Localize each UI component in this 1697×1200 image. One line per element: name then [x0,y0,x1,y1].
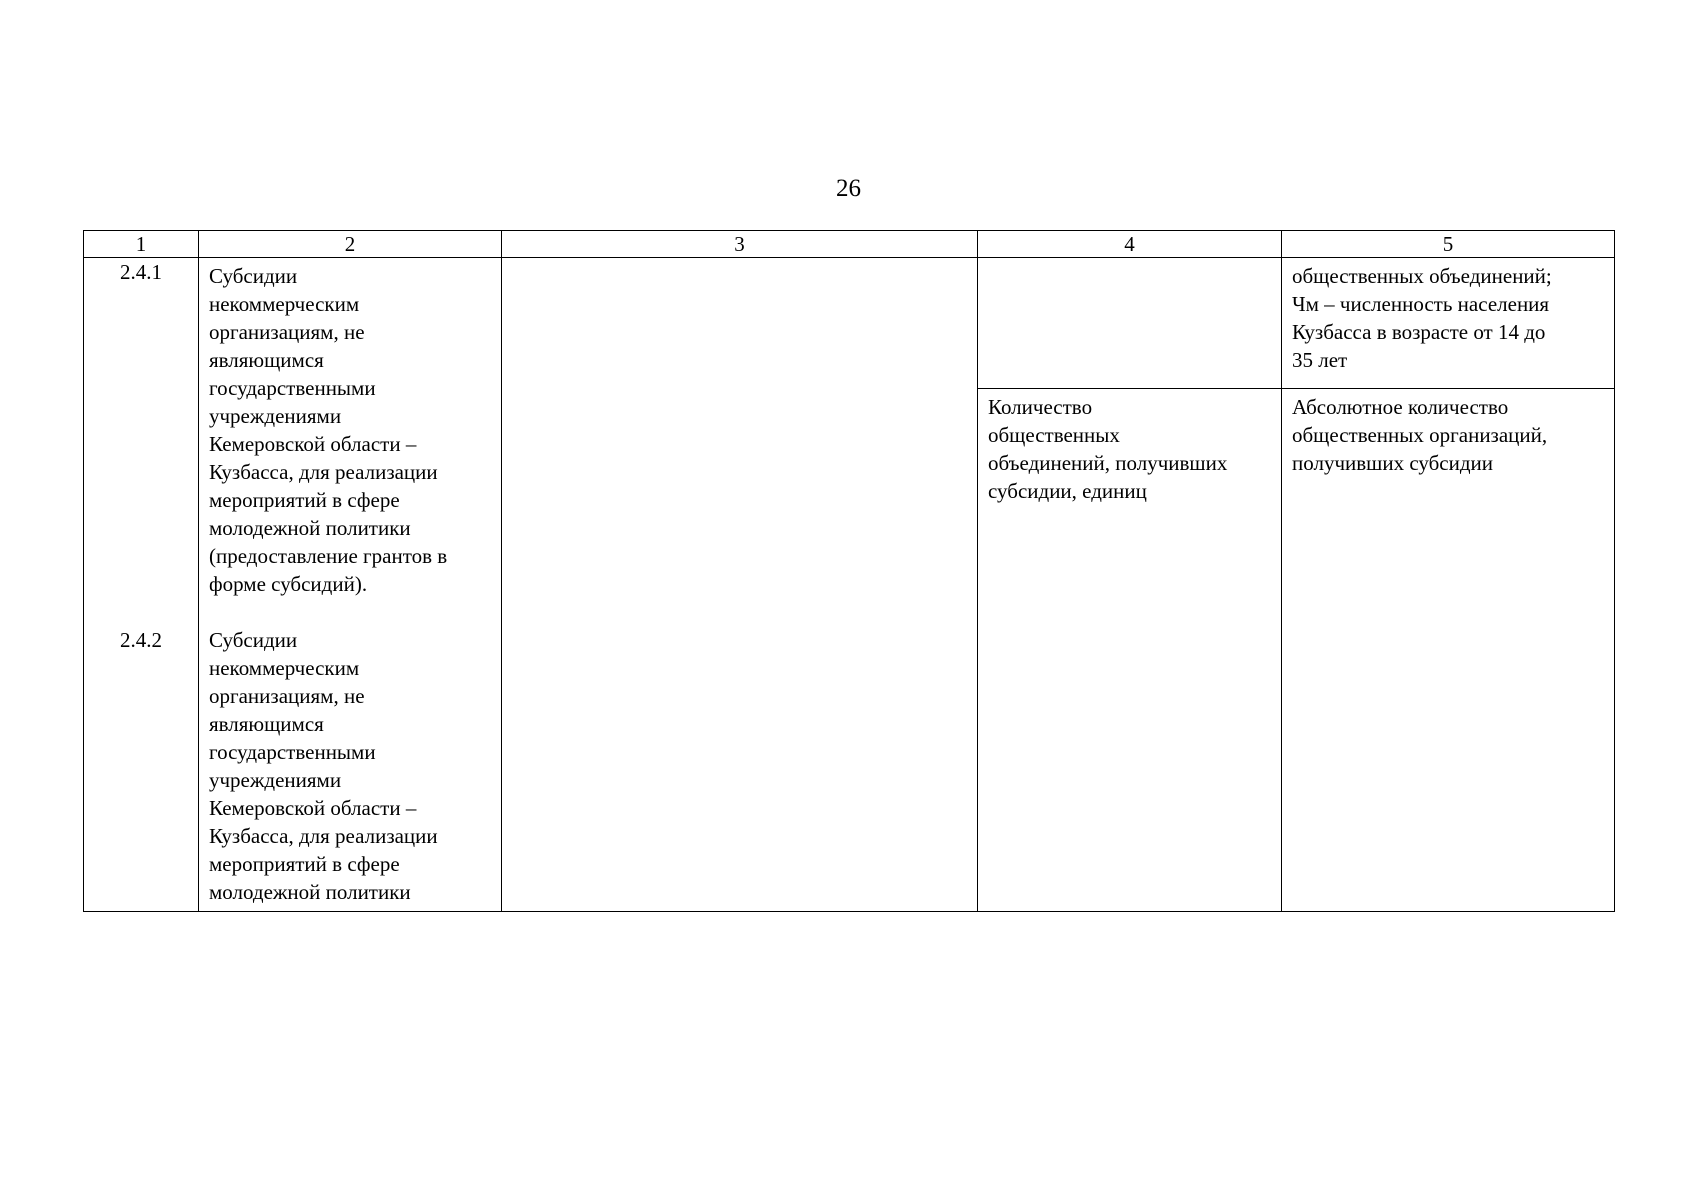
indicator-name-cell: Количество общественных объединений, получивших субсидии, единиц [978,389,1282,912]
page-number: 26 [836,175,861,202]
col5-continuation-cell: общественных объединений; Чм – численность населения Кузбасса в возрасте от 14 до 35 лет [1282,258,1615,389]
item-number-2-4-2: 2.4.2 [120,628,162,652]
item-name-2-4-1: Субсидии некоммерческим организациям, не являющимся государственными учреждениями Кемеровской области – Кузбасса, для реализации мероприятий в сфере молодежной политики (предоставление грантов в форме субсидий). [209,264,448,596]
item-number-cell [84,258,199,912]
column-header-4: 4 [978,231,1282,258]
column-header-1: 1 [84,231,199,258]
column-header-3: 3 [502,231,978,258]
indicator-table [83,230,1615,912]
indicator-method-cell: Абсолютное количество общественных организаций, получивших субсидии [1282,389,1615,912]
item-name-cell [199,258,502,912]
item-number-2-4-1: 2.4.1 [120,260,162,284]
table-row [84,258,1615,389]
column-3-cell [502,258,978,912]
column-header-2: 2 [199,231,502,258]
col4-continuation-cell [978,258,1282,389]
column-header-5: 5 [1282,231,1615,258]
item-name-2-4-2: Субсидии некоммерческим организациям, не являющимся государственными учреждениями Кемеровской области – Кузбасса, для реализации мероприятий в сфере молодежной политики [209,628,438,904]
table-header-row [84,231,1615,258]
